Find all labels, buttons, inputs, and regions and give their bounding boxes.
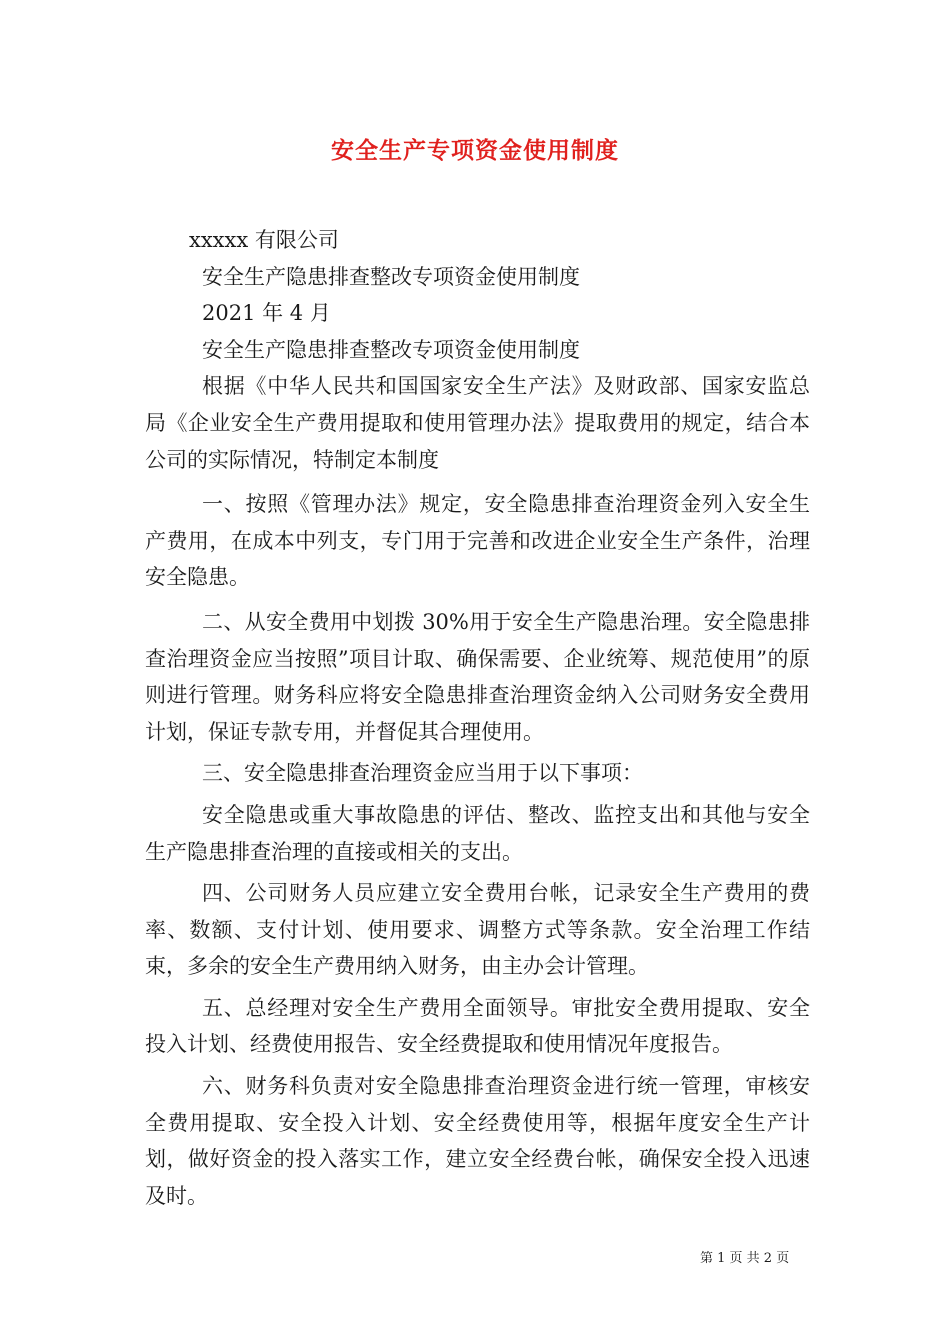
paragraph-article-6: 六、财务科负责对安全隐患排查治理资金进行统一管理，审核安全费用提取、安全投入计划、安全经费使用等，根据年度安全生产计划，做好资金的投入落实工作，建立安全经费台帐，确保安全投入迅速及时。 [145, 1074, 810, 1208]
paragraph-article-1: 一、按照《管理办法》规定，安全隐患排查治理资金列入安全生产费用，在成本中列支，专门用于完善和改进企业安全生产条件，治理安全隐患。 [145, 492, 810, 590]
date-line: 2021 年 4 月 [202, 301, 331, 326]
paragraph-article-4: 四、公司财务人员应建立安全费用台帐，记录安全生产费用的费率、数额、支付计划、使用要求、调整方式等条款。安全治理工作结束，多余的安全生产费用纳入财务，由主办会计管理。 [145, 881, 810, 979]
subtitle-line-1: 安全生产隐患排查整改专项资金使用制度 [202, 264, 580, 289]
paragraph-article-3-detail: 安全隐患或重大事故隐患的评估、整改、监控支出和其他与安全生产隐患排查治理的直接或相关的支出。 [145, 802, 810, 864]
paragraph-article-2: 二、从安全费用中划拨 30%用于安全生产隐患治理。安全隐患排查治理资金应当按照”项目计取、确保需要、企业统筹、规范使用”的原则进行管理。财务科应将安全隐患排查治理资金纳入公司财务安全费用计划，保证专款专用，并督促其合理使用。 [145, 609, 810, 744]
paragraph-article-3: 三、安全隐患排查治理资金应当用于以下事项： [202, 761, 643, 786]
document-title: 安全生产专项资金使用制度 [331, 138, 619, 164]
page-number-footer: 第 1 页 共 2 页 [700, 1251, 790, 1266]
paragraph-article-5: 五、总经理对安全生产费用全面领导。审批安全费用提取、安全投入计划、经费使用报告、安全经费提取和使用情况年度报告。 [145, 995, 810, 1057]
company-name: xxxxx 有限公司 [189, 228, 339, 252]
subtitle-line-2: 安全生产隐患排查整改专项资金使用制度 [202, 337, 580, 362]
document-body [145, 222, 810, 1214]
paragraph-intro: 根据《中华人民共和国国家安全生产法》及财政部、国家安监总局《企业安全生产费用提取和使用管理办法》提取费用的规定，结合本公司的实际情况，特制定本制度 [145, 374, 810, 472]
